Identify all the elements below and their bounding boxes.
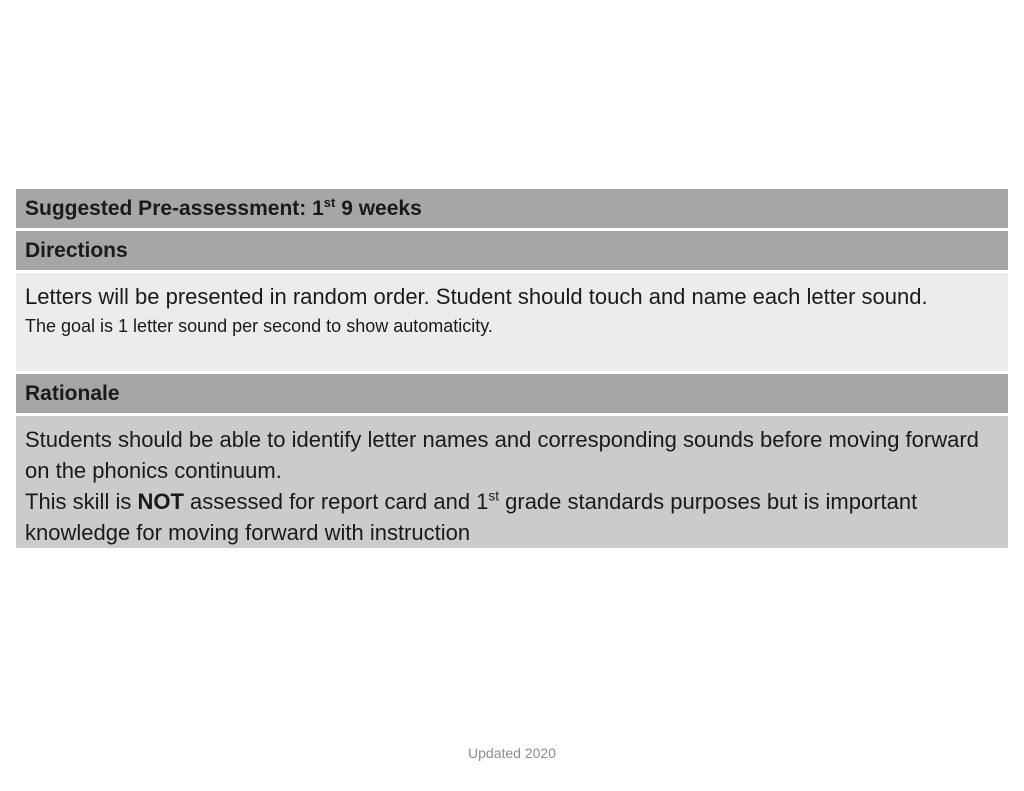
rationale-skill-text bbox=[25, 486, 999, 548]
rationale-body-row bbox=[16, 416, 1008, 548]
directions-text: Letters will be presented in random order. Student should touch and name each letter sound. bbox=[25, 284, 928, 309]
assessment-table bbox=[16, 189, 1008, 548]
title-superscript: st bbox=[323, 194, 336, 210]
directions-header-row bbox=[16, 231, 1008, 273]
rationale-skill-after: grade standards purposes but is important knowledge for moving forward with instruction bbox=[25, 489, 918, 545]
rationale-heading: Rationale bbox=[25, 381, 120, 405]
rationale-skill-middle: assessed for report card and 1 bbox=[183, 489, 489, 514]
pre-assessment-title bbox=[25, 194, 422, 221]
rationale-skill-before: This skill is bbox=[25, 489, 138, 514]
pre-assessment-header-row bbox=[16, 189, 1008, 231]
rationale-header-row bbox=[16, 374, 1008, 416]
rationale-not-emphasis: NOT bbox=[137, 489, 184, 514]
title-prefix: Suggested Pre-assessment: 1 bbox=[25, 196, 324, 220]
directions-heading: Directions bbox=[25, 238, 128, 262]
directions-goal-text: The goal is 1 letter sound per second to show automaticity. bbox=[25, 316, 493, 336]
rationale-superscript: st bbox=[488, 488, 500, 504]
title-suffix: 9 weeks bbox=[335, 196, 422, 220]
rationale-text: Students should be able to identify letter names and corresponding sounds before moving forward on the phonics continuum. bbox=[25, 427, 979, 483]
footer-updated-text: Updated 2020 bbox=[468, 745, 556, 761]
directions-body-row bbox=[16, 273, 1008, 374]
